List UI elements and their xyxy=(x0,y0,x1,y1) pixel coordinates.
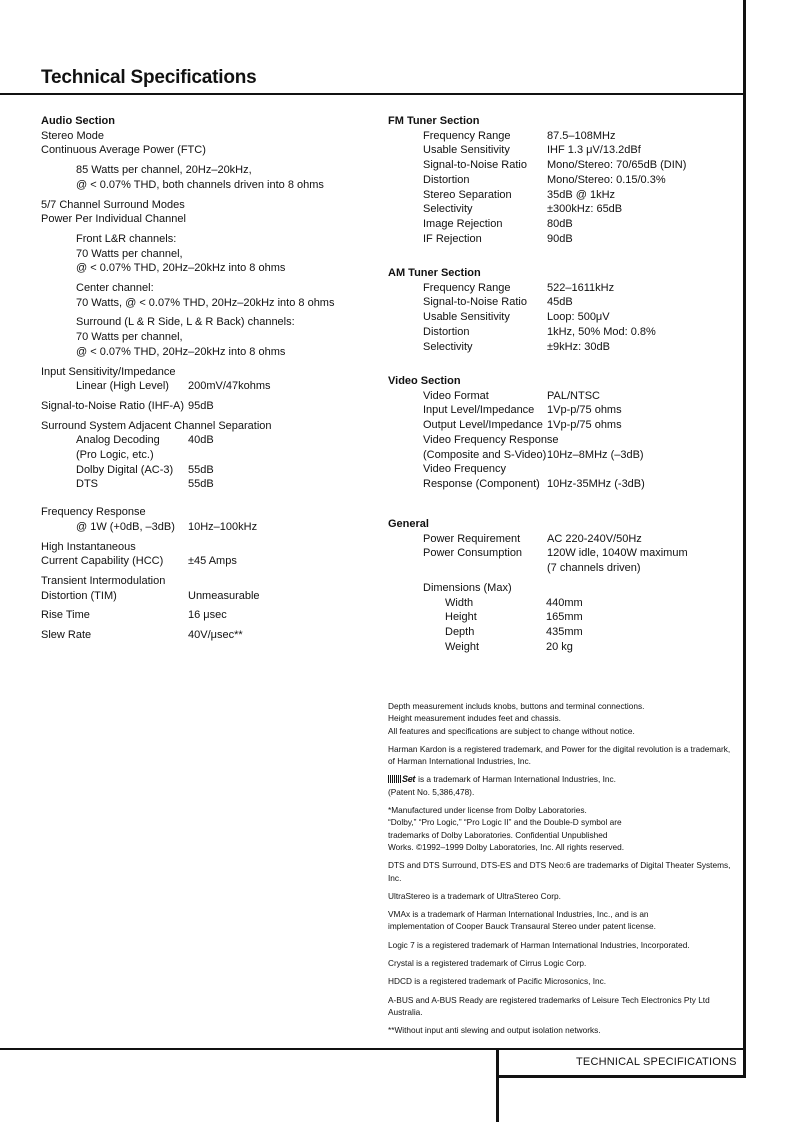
spec-value: @ < 0.07% THD, 20Hz–20kHz into 8 ohms xyxy=(76,262,286,275)
exset-logo: Set xyxy=(388,773,415,785)
spec-label: Surround System Adjacent Channel Separation xyxy=(41,419,272,432)
footer-divider-rule xyxy=(496,1048,499,1122)
spec-label: Frequency Response xyxy=(41,506,146,519)
spec-value: @ < 0.07% THD, 20Hz–20kHz into 8 ohms xyxy=(76,345,286,358)
spec-label: Transient Intermodulation xyxy=(41,574,166,587)
fm-tuner-section xyxy=(388,114,686,246)
header-rule xyxy=(0,93,745,95)
spec-label: Power Per Individual Channel xyxy=(41,213,186,226)
spec-row: Input Level/Impedance 1Vp-p/75 ohms xyxy=(423,404,622,417)
spec-label: Continuous Average Power (FTC) xyxy=(41,144,206,157)
spec-value: 70 Watts, @ < 0.07% THD, 20Hz–20kHz into 8 ohms xyxy=(76,296,335,309)
note: Depth measurement includs knobs, buttons and terminal connections. Height measurement indudes feet and chassis. All features and specifications are subject to change without notice. xyxy=(388,701,645,736)
note: UltraStereo is a trademark of UltraStereo Corp. xyxy=(388,890,561,901)
spec-row: IF Rejection 90dB xyxy=(423,232,573,245)
barcode-icon xyxy=(388,775,402,783)
spec-label: Video Frequency xyxy=(423,463,506,476)
note: VMAx is a trademark of Harman International Industries, Inc., and is an implementation of Cooper Bauck Transaural Stereo under patent license. xyxy=(388,909,656,932)
section-heading: AM Tuner Section xyxy=(388,267,481,279)
spec-row: Signal-to-Noise Ratio Mono/Stereo: 70/65dB (DIN) xyxy=(423,159,687,172)
spec-row: DTS 55dB xyxy=(76,478,214,491)
spec-row: Width 440mm xyxy=(445,596,583,609)
spec-row: Frequency Range 87.5–108MHz xyxy=(423,129,616,142)
spec-row: Stereo Separation 35dB @ 1kHz xyxy=(423,188,616,201)
note: A-BUS and A-BUS Ready are registered trademarks of Leisure Tech Electronics Pty Ltd Australia. xyxy=(388,994,710,1017)
spec-label: Front L&R channels: xyxy=(76,232,177,245)
spec-row: Rise Time 16 μsec xyxy=(41,609,227,622)
spec-label: Surround (L & R Side, L & R Back) channels: xyxy=(76,316,295,329)
spec-row: Selectivity ±9kHz: 30dB xyxy=(423,340,610,353)
spec-row: (Composite and S-Video) 10Hz–8MHz (–3dB) xyxy=(423,448,644,461)
spec-row: (7 channels driven) xyxy=(547,562,641,575)
spec-label: Stereo Mode xyxy=(41,129,104,142)
spec-row: Depth 435mm xyxy=(445,625,583,638)
general-section xyxy=(388,517,688,654)
note: Harman Kardon is a registered trademark, and Power for the digital revolution is a trademark, of Harman International Industries, Inc. xyxy=(388,743,731,767)
spec-value: 85 Watts per channel, 20Hz–20kHz, xyxy=(76,164,252,177)
note: **Without input anti slewing and output isolation networks. xyxy=(388,1025,601,1036)
spec-row: Image Rejection 80dB xyxy=(423,217,573,230)
spec-label: Center channel: xyxy=(76,282,154,295)
spec-row: Slew Rate 40V/μsec** xyxy=(41,629,243,642)
note: Crystal is a registered trademark of Cirrus Logic Corp. xyxy=(388,958,587,969)
spec-value: 70 Watts per channel, xyxy=(76,331,183,344)
note: HDCD is a registered trademark of Pacific Microsonics, Inc. xyxy=(388,976,607,987)
footer-bottom-rule xyxy=(497,1075,746,1078)
note: Set is a trademark of Harman International Industries, Inc. (Patent No. 5,386,478). xyxy=(388,774,616,797)
section-heading: Video Section xyxy=(388,375,461,387)
page-title: Technical Specifications xyxy=(41,67,257,88)
video-section xyxy=(388,374,645,492)
spec-row: Usable Sensitivity IHF 1.3 μV/13.2dBf xyxy=(423,144,641,157)
footnotes xyxy=(388,700,733,1043)
spec-row: Linear (High Level) 200mV/47kohms xyxy=(76,380,271,393)
right-edge-rule xyxy=(743,0,746,1076)
am-tuner-section xyxy=(388,266,656,354)
spec-row: Distortion Mono/Stereo: 0.15/0.3% xyxy=(423,173,666,186)
spec-label: (Pro Logic, etc.) xyxy=(76,449,154,462)
footer-section-label: TECHNICAL SPECIFICATIONS xyxy=(576,1056,737,1068)
spec-row: Signal-to-Noise Ratio 45dB xyxy=(423,296,573,309)
audio-section xyxy=(41,114,334,643)
spec-row: Response (Component) 10Hz-35MHz (-3dB) xyxy=(423,477,645,490)
section-heading: General xyxy=(388,518,429,530)
spec-row: Power Consumption 120W idle, 1040W maximum xyxy=(423,547,688,560)
spec-row: Height 165mm xyxy=(445,611,583,624)
spec-row: Frequency Range 522–1611kHz xyxy=(423,281,615,294)
note: DTS and DTS Surround, DTS-ES and DTS Neo:6 are trademarks of Digital Theater Systems, Inc. xyxy=(388,860,731,883)
spec-row: Distortion (TIM) Unmeasurable xyxy=(41,589,260,602)
spec-row: Weight 20 kg xyxy=(445,640,573,653)
spec-label: 5/7 Channel Surround Modes xyxy=(41,198,185,211)
spec-label: High Instantaneous xyxy=(41,540,136,553)
note: Logic 7 is a registered trademark of Harman International Industries, Incorporated. xyxy=(388,939,690,950)
spec-row: Power Requirement AC 220-240V/50Hz xyxy=(423,532,642,545)
section-heading: Audio Section xyxy=(41,115,115,127)
spec-row: Distortion 1kHz, 50% Mod: 0.8% xyxy=(423,325,656,338)
spec-value: 70 Watts per channel, xyxy=(76,247,183,260)
spec-row: Selectivity ±300kHz: 65dB xyxy=(423,203,623,216)
spec-row: Analog Decoding 40dB xyxy=(76,434,214,447)
spec-row: Video Format PAL/NTSC xyxy=(423,389,600,402)
spec-label: Dimensions (Max) xyxy=(423,581,512,594)
spec-label: Input Sensitivity/Impedance xyxy=(41,365,176,378)
section-heading: FM Tuner Section xyxy=(388,115,480,127)
spec-row: Signal-to-Noise Ratio (IHF-A) 95dB xyxy=(41,399,214,412)
spec-row: Output Level/Impedance 1Vp-p/75 ohms xyxy=(423,419,622,432)
spec-value: @ < 0.07% THD, both channels driven into 8 ohms xyxy=(76,178,324,191)
footer-rule xyxy=(0,1048,745,1050)
spec-label: Video Frequency Response xyxy=(423,433,559,446)
spec-row: Dolby Digital (AC-3) 55dB xyxy=(76,463,214,476)
spec-row: Current Capability (HCC) ±45 Amps xyxy=(41,555,237,568)
note: *Manufactured under license from Dolby Laboratories. “Dolby,” “Pro Logic,” “Pro Logic II” and the Double-D symbol are trademarks of Dolby Laboratories. Confidential Unpublished Works. ©1992–1999 Dolby Laboratories, Inc. All rights reserved. xyxy=(388,805,625,852)
spec-row: @ 1W (+0dB, –3dB) 10Hz–100kHz xyxy=(76,520,258,533)
spec-row: Usable Sensitivity Loop: 500μV xyxy=(423,311,610,324)
